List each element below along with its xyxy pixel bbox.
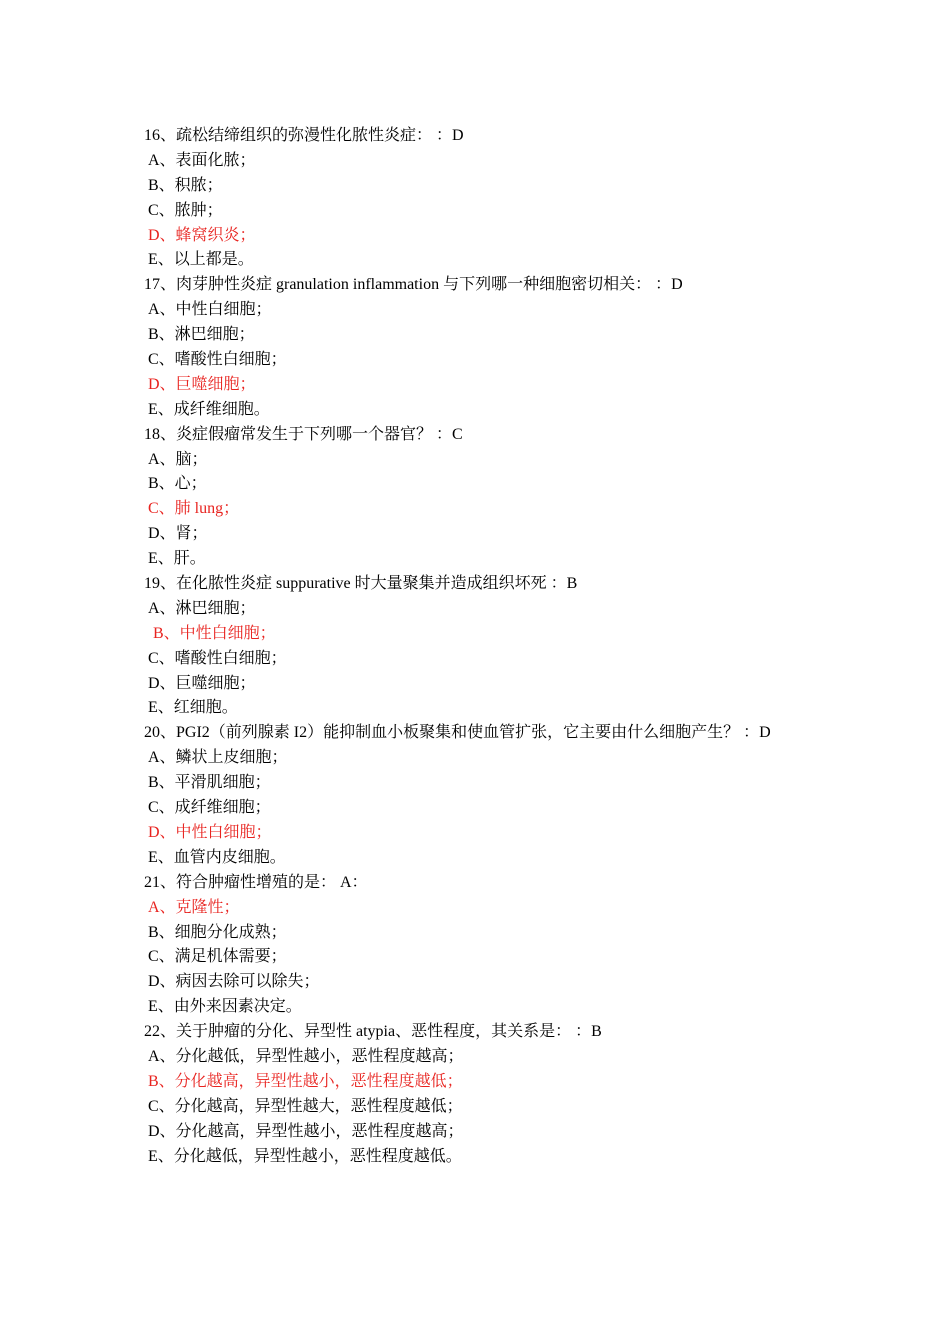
answer-option: A、分化越低，异型性越小，恶性程度越高； xyxy=(148,1047,464,1065)
answer-option: D、巨噬细胞； xyxy=(148,674,256,692)
answer-option: B、细胞分化成熟； xyxy=(148,923,287,941)
answer-option: C、嗜酸性白细胞； xyxy=(148,649,287,667)
answer-option-correct: D、巨噬细胞； xyxy=(148,375,256,393)
answer-option: C、分化越高，异型性越大，恶性程度越低； xyxy=(148,1097,463,1115)
answer-option: C、满足机体需要； xyxy=(148,948,287,966)
answer-option-correct: D、蜂窝织炎； xyxy=(148,226,256,244)
answer-option: C、嗜酸性白细胞； xyxy=(148,351,287,369)
answer-option: A、中性白细胞； xyxy=(148,301,272,319)
answer-option: C、成纤维细胞； xyxy=(148,799,271,817)
answer-option-correct: B、中性白细胞； xyxy=(153,624,276,642)
answer-option: D、病因去除可以除失； xyxy=(148,973,320,991)
question-stem: 21、符合肿瘤性增殖的是： A： xyxy=(144,873,368,891)
answer-option: E、分化越低，异型性越小，恶性程度越低。 xyxy=(148,1147,462,1165)
answer-option: B、淋巴细胞； xyxy=(148,326,255,344)
answer-option: A、表面化脓； xyxy=(148,151,256,169)
answer-option: B、平滑肌细胞； xyxy=(148,774,271,792)
question-stem: 22、关于肿瘤的分化、异型性 atypia、恶性程度，其关系是： ：B xyxy=(144,1023,602,1041)
question-stem: 17、肉芽肿性炎症 granulation inflammation 与下列哪一种细胞密切相关： ：D xyxy=(144,276,683,294)
answer-option-correct: C、肺 lung； xyxy=(148,500,240,518)
answer-option: A、鳞状上皮细胞； xyxy=(148,749,288,767)
answer-option: E、以上都是。 xyxy=(148,251,254,269)
answer-option: D、肾； xyxy=(148,525,208,543)
answer-option: D、分化越高，异型性越小，恶性程度越高； xyxy=(148,1122,464,1140)
answer-option: E、血管内皮细胞。 xyxy=(148,848,286,866)
document-page xyxy=(0,124,950,1169)
answer-option-correct: D、中性白细胞； xyxy=(148,823,272,841)
answer-option: A、脑； xyxy=(148,450,208,468)
answer-option: C、脓肿； xyxy=(148,201,223,219)
answer-option: A、淋巴细胞； xyxy=(148,599,256,617)
answer-option: E、由外来因素决定。 xyxy=(148,998,302,1016)
answer-option: E、肝。 xyxy=(148,550,206,568)
answer-option: B、心； xyxy=(148,475,207,493)
question-stem: 16、疏松结缔组织的弥漫性化脓性炎症： ：D xyxy=(144,127,464,144)
question-stem: 19、在化脓性炎症 suppurative 时大量聚集并造成组织坏死 ：B xyxy=(144,575,578,593)
answer-option: B、积脓； xyxy=(148,176,223,194)
answer-option-correct: A、克隆性； xyxy=(148,898,240,916)
answer-option: E、成纤维细胞。 xyxy=(148,400,270,418)
question-stem: 20、PGI2（前列腺素 I2）能抑制血小板聚集和使血管扩张，它主要由什么细胞产生？ ：D xyxy=(144,724,771,742)
answer-option-correct: B、分化越高，异型性越小，恶性程度越低； xyxy=(148,1072,463,1090)
answer-option: E、红细胞。 xyxy=(148,699,238,717)
question-stem: 18、炎症假瘤常发生于下列哪一个器官？ ：C xyxy=(144,425,463,443)
